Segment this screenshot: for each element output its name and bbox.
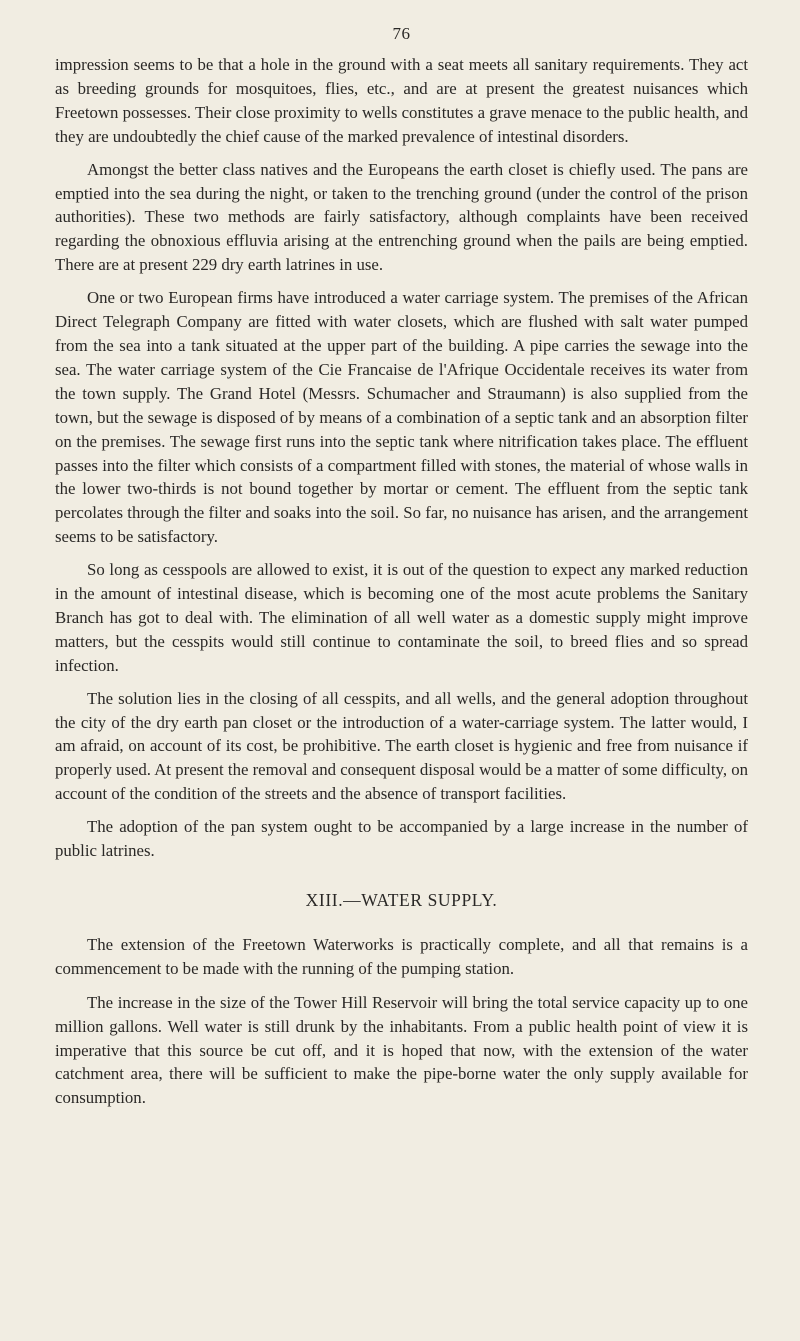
paragraph-4: So long as cesspools are allowed to exist, it is out of the question to expect any marked reduction in the amount of intestinal disease, which is becoming one of the most acute problems the Sanitary Branch has got to deal with. The elimination of all well water as a domestic supply might improve matters, but the cesspits would still continue to contaminate the soil, to breed flies and so spread infection. [55, 560, 748, 675]
paragraph-1: impression seems to be that a hole in the ground with a seat meets all sanitary requirements. They act as breeding grounds for mosquitoes, flies, etc., and are at present the greatest nuisances which Freetown possesses. Their close proximity to wells constitutes a grave menace to the public health, and they are undoubtedly the chief cause of the marked prevalence of intestinal disorders. [55, 55, 748, 146]
section-paragraph-2: The increase in the size of the Tower Hill Reservoir will bring the total service capacity up to one million gallons. Well water is still drunk by the inhabitants. From a public health point of view it is imperative that this source be cut off, and it is hoped that now, with the extension of the water catchment area, there will be sufficient to make the pipe-borne water the only supply available for consumption. [55, 992, 748, 1108]
section-paragraph-1: The extension of the Freetown Waterworks is practically complete, and all that remains is a commencement to be made with the running of the pumping station. [55, 934, 748, 978]
paragraph-2: Amongst the better class natives and the Europeans the earth closet is chiefly used. The pans are emptied into the sea during the night, or taken to the trenching ground (under the control of the prison authorities). These two methods are fairly satisfactory, although complaints have been received regarding the obnoxious effluvia arising at the entrenching ground when the pails are being emptied. There are at present 229 dry earth latrines in use. [55, 159, 748, 275]
page-number: 76 [392, 24, 411, 43]
paragraph-6: The adoption of the pan system ought to be accompanied by a large increase in the number of public latrines. [55, 817, 748, 861]
paragraph-3: One or two European firms have introduced a water carriage system. The premises of the African Direct Telegraph Company are fitted with water closets, which are flushed with salt water pumped from the sea into a tank situated at the upper part of the building. A pipe carries the sewage into the sea. The water carriage system of the Cie Francaise de l'Afrique Occidentale receives its water from the town supply. The Grand Hotel (Messrs. Schumacher and Straumann) is also supplied from the town, but the sewage is disposed of by means of a combination of a septic tank and an absorption filter on the premises. The sewage first runs into the septic tank where nitrification takes place. The effluent passes into the filter which consists of a compartment filled with stones, the material of whose walls in the lower two-thirds is not bound together by mortar or cement. The effluent from the septic tank percolates through the filter and soaks into the soil. So far, no nuisance has arisen, and the arrangement seems to be satisfactory. [55, 288, 748, 547]
water-supply-section [55, 889, 748, 1110]
paragraph-5: The solution lies in the closing of all cesspits, and all wells, and the general adoption throughout the city of the dry earth pan closet or the introduction of a water-carriage system. The latter would, I am afraid, on account of its cost, be prohibitive. The earth closet is hygienic and free from nuisance if properly used. At present the removal and consequent disposal would be a matter of some difficulty, on account of the condition of the streets and the absence of transport facilities. [55, 688, 748, 804]
section-heading: XIII.—WATER SUPPLY. [305, 890, 498, 910]
